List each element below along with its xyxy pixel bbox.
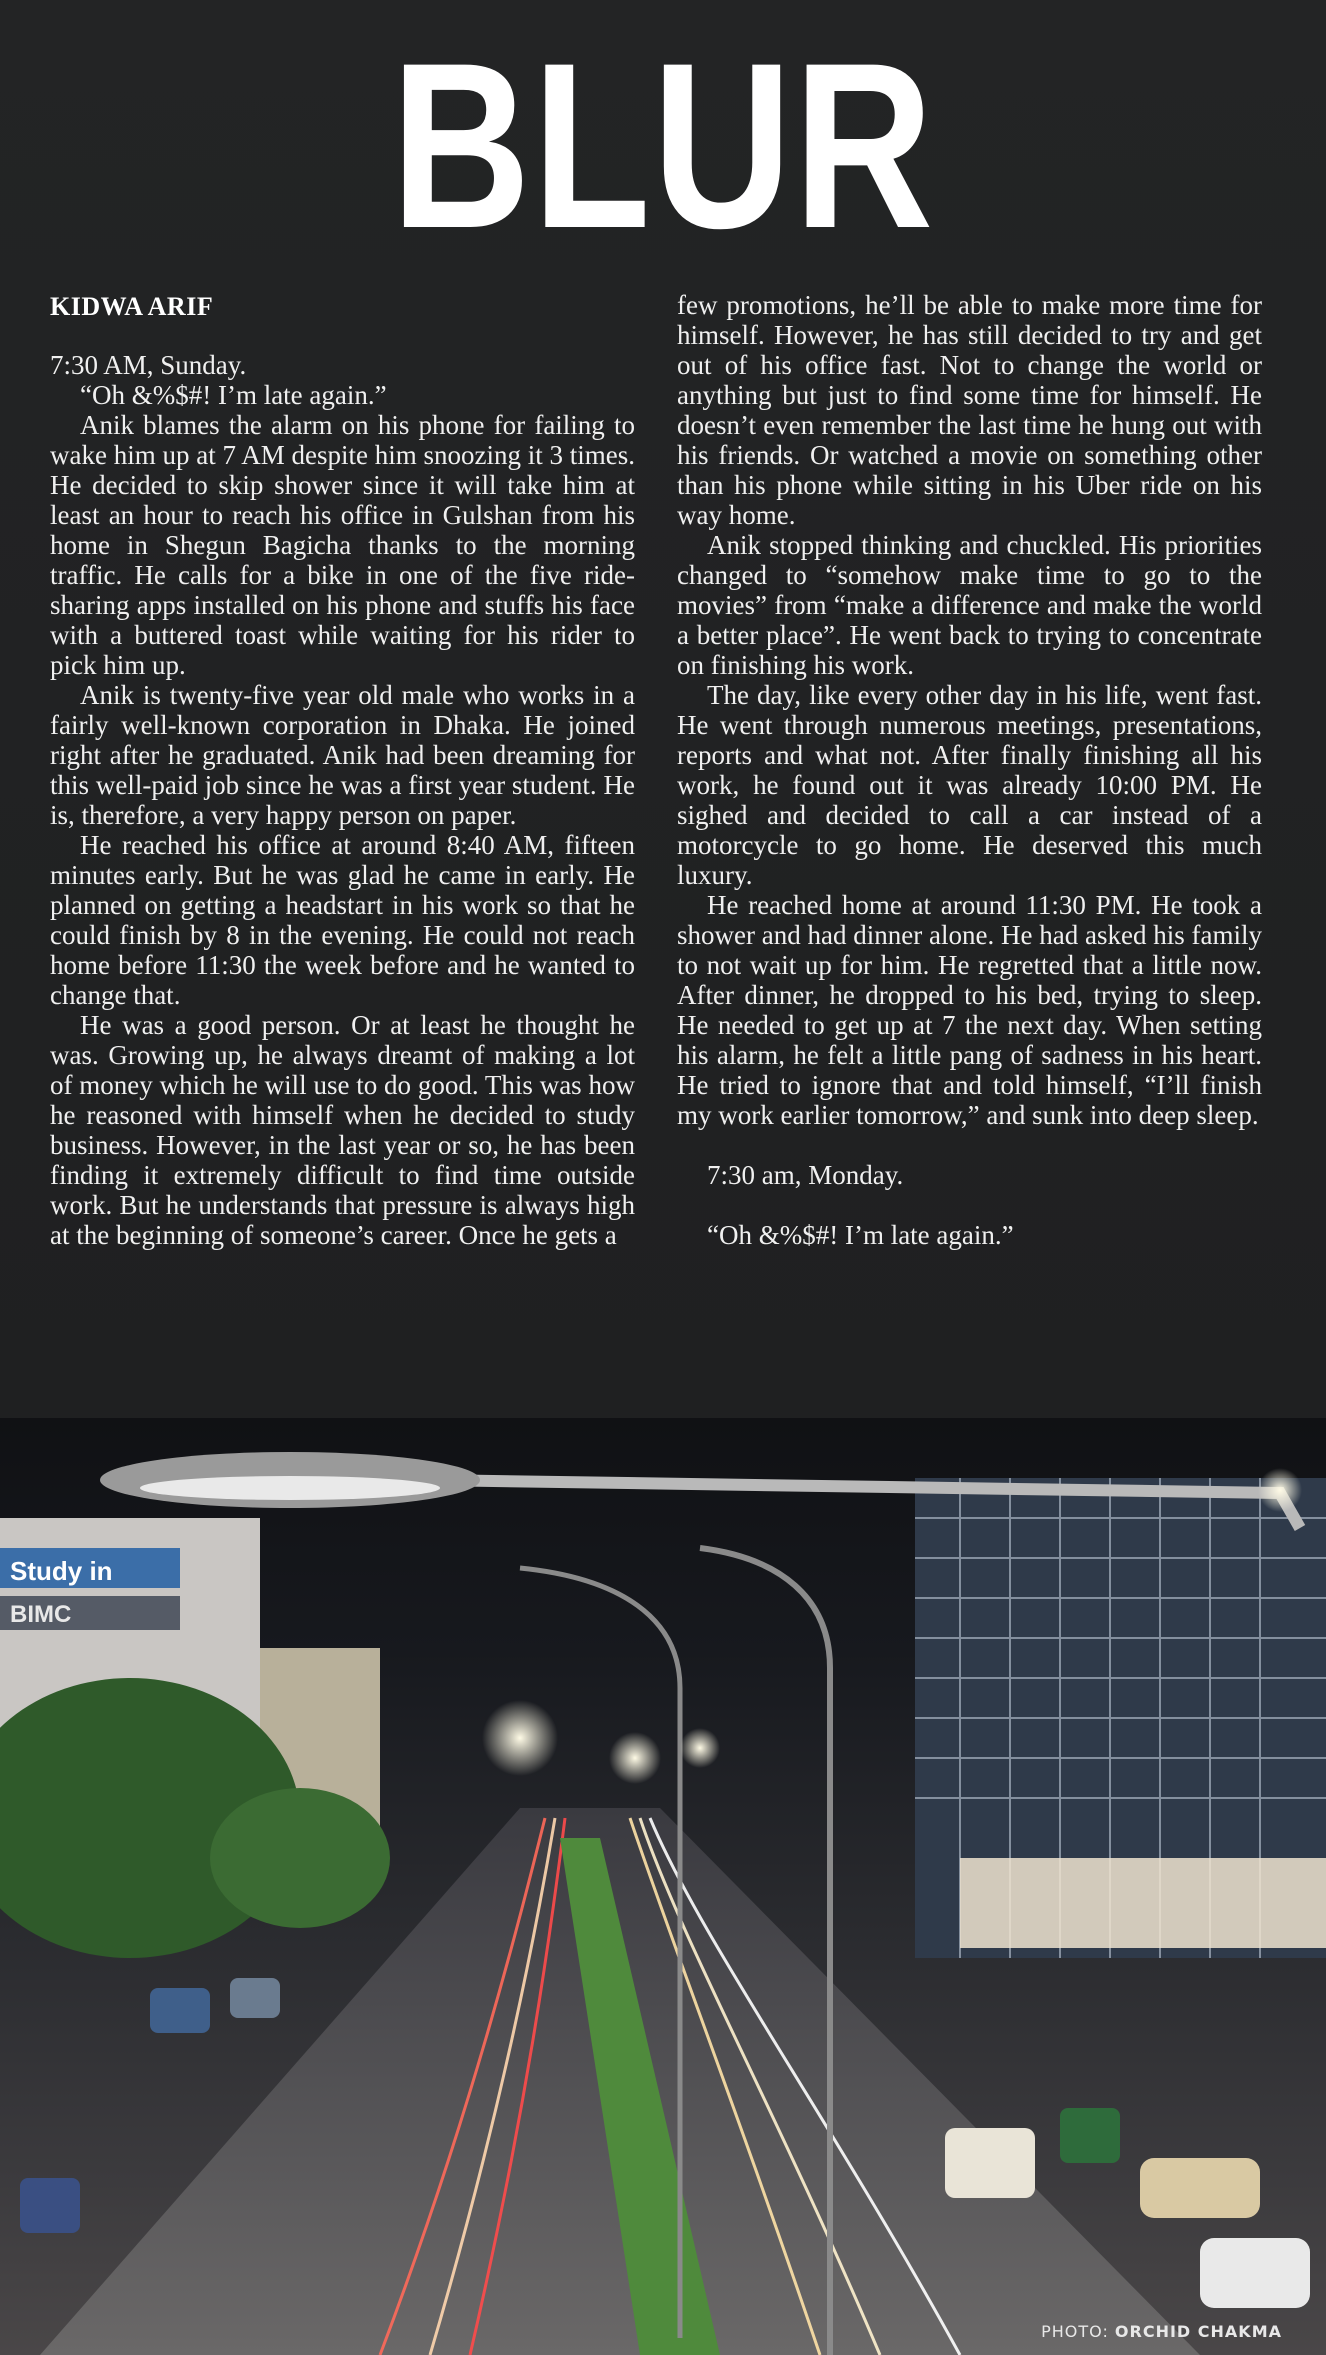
paragraph-gap (677, 1130, 1262, 1160)
story-paragraph: Anik blames the alarm on his phone for failing to wake him up at 7 AM despite him snoozing it 3 times. He decided to skip shower since it will take him at least an hour to reach his office in Gulshan from his home in Shegun Bagicha thanks to the morning traffic. He calls for a bike in one of the five ride-sharing apps installed on his phone and stuffs his face with a buttered toast while waiting for his rider to pick him up. (50, 410, 635, 680)
story-paragraph: “Oh &%$#! I’m late again.” (80, 380, 387, 410)
story-paragraph: The day, like every other day in his life, went fast. He went through numerous meetings, presentations, reports and what not. After finally finishing all his work, he found out it was already 10:00 PM. He sighed and decided to call a car instead of a motorcycle to go home. He deserved this much luxury. (677, 680, 1262, 890)
story-column-left (50, 350, 635, 1250)
night-street-photo (0, 1418, 1326, 2355)
photo-credit-label: PHOTO: (1041, 2322, 1109, 2341)
headline: BLUR (390, 14, 936, 278)
byline: KIDWA ARIF (50, 292, 214, 321)
photo-credit-name: ORCHID CHAKMA (1114, 2322, 1282, 2341)
van (945, 2128, 1035, 2198)
story-paragraph: few promotions, he’ll be able to make more time for himself. However, he has still decided to try and get out of his office fast. Not to change the world or anything but just to find some time for himself. He doesn’t even remember the last time he hung out with his friends. Or watched a movie on something other than his phone while sitting in his Uber ride on his way home. (677, 290, 1262, 530)
story-paragraph: “Oh &%$#! I’m late again.” (707, 1220, 1014, 1250)
story-column-right (677, 290, 1262, 1250)
story-paragraph: He was a good person. Or at least he thought he was. Growing up, he always dreamt of making a lot of money which he will use to do good. This was how he reasoned with himself when he decided to study business. However, in the last year or so, he has been finding it extremely difficult to find time outside work. But he understands that pressure is always high at the beginning of someone’s career. Once he gets a (50, 1010, 635, 1250)
street-lamp-glow (482, 1700, 558, 1776)
street-scene-illustration (0, 1418, 1326, 2355)
story-paragraph: 7:30 am, Monday. (707, 1160, 904, 1190)
car (1140, 2158, 1260, 2218)
story-paragraph: He reached his office at around 8:40 AM, fifteen minutes early. But he was glad he came in early. He planned on getting a headstart in his work so that he could finish by 8 in the evening. He could not reach home before 11:30 the week before and he wanted to change that. (50, 830, 635, 1010)
banner-sign-text: Study in (10, 1556, 113, 1586)
story-paragraph: He reached home at around 11:30 PM. He took a shower and had dinner alone. He had asked his family to not wait up for him. He regretted that a little now. After dinner, he dropped to his bed, trying to sleep. He needed to get up at 7 the next day. When setting his alarm, he felt a little pang of sadness in his heart. He tried to ignore that and told himself, “I’ll finish my work earlier tomorrow,” and sunk into deep sleep. (677, 890, 1262, 1130)
paragraph-gap (677, 1190, 1262, 1220)
story-paragraph: Anik stopped thinking and chuckled. His priorities changed to “somehow make time to go to the movies” from “make a difference and make the world a better place”. He went back to trying to concentrate on finishing his work. (677, 530, 1262, 680)
bimc-sign-text: BIMC (10, 1601, 72, 1628)
story-paragraph: 7:30 AM, Sunday. (50, 350, 247, 380)
photo-credit (1041, 2322, 1282, 2341)
story-paragraph: Anik is twenty-five year old male who works in a fairly well-known corporation in Dhaka. He joined right after he graduated. Anik had been dreaming for this well-paid job since he was a first year student. He is, therefore, a very happy person on paper. (50, 680, 635, 830)
